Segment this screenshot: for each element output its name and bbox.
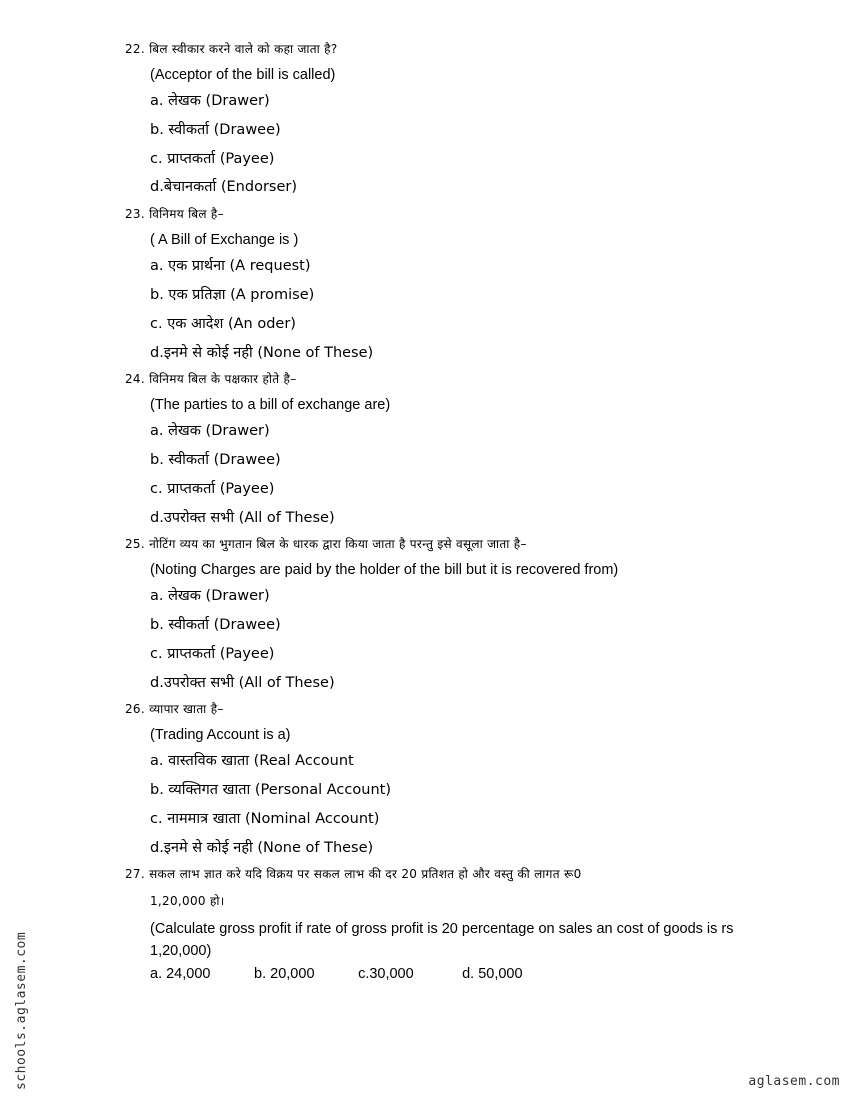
question-27-options — [150, 966, 523, 982]
question-23-english: ( A Bill of Exchange is ) — [150, 232, 299, 248]
question-23-option-a: a. एक प्रार्थना (A request) — [150, 258, 311, 274]
question-26-option-d: d.इनमे से कोई नही (None of These) — [150, 840, 374, 856]
question-23-option-d: d.इनमे से कोई नही (None of These) — [150, 345, 374, 361]
question-23-stem: 23. विनिमय बिल है– — [125, 207, 224, 221]
question-27-stem-line2: 1,20,000 हो। — [150, 894, 225, 908]
question-25-stem: 25. नोटिंग व्यय का भुगतान बिल के धारक द्वारा किया जाता है परन्तु इसे वसूला जाता है– — [125, 537, 527, 551]
question-22-option-c: c. प्राप्तकर्ता (Payee) — [150, 151, 275, 167]
question-25-english: (Noting Charges are paid by the holder of the bill but it is recovered from) — [150, 562, 619, 578]
question-27-option-a: a. 24,000 — [150, 966, 211, 982]
question-24-english: (The parties to a bill of exchange are) — [150, 397, 391, 413]
question-27-english: (Calculate gross profit if rate of gross profit is 20 percentage on sales an cost of goods is rs 1,20,000) — [150, 921, 734, 959]
question-27-option-c: c.30,000 — [358, 966, 414, 982]
question-24-option-c: c. प्राप्तकर्ता (Payee) — [150, 481, 275, 497]
question-25-option-b: b. स्वीकर्ता (Drawee) — [150, 617, 281, 633]
question-22-english: (Acceptor of the bill is called) — [150, 67, 336, 83]
question-22-option-d: d.बेचानकर्ता (Endorser) — [150, 179, 298, 195]
watermark-aglasem: aglasem.com — [748, 1074, 840, 1089]
question-27-option-d: d. 50,000 — [462, 966, 523, 982]
question-24-stem: 24. विनिमय बिल के पक्षकार होते है– — [125, 372, 297, 386]
question-26-option-c: c. नाममात्र खाता (Nominal Account) — [150, 811, 380, 827]
question-24-option-d: d.उपरोक्त सभी (All of These) — [150, 510, 335, 526]
question-24-option-b: b. स्वीकर्ता (Drawee) — [150, 452, 281, 468]
question-24-option-a: a. लेखक (Drawer) — [150, 423, 270, 439]
question-27-stem-line1: 27. सकल लाभ ज्ञात करे यदि विक्रय पर सकल लाभ की दर 20 प्रतिशत हो और वस्तु की लागत रू0 — [125, 867, 582, 881]
question-25-option-a: a. लेखक (Drawer) — [150, 588, 270, 604]
question-27-option-b: b. 20,000 — [254, 966, 315, 982]
watermark-schools-aglasem: schools.aglasem.com — [14, 931, 29, 1090]
question-23-option-b: b. एक प्रतिज्ञा (A promise) — [150, 287, 315, 303]
question-25-option-d: d.उपरोक्त सभी (All of These) — [150, 675, 335, 691]
question-26-option-a: a. वास्तविक खाता (Real Account — [150, 753, 354, 769]
question-25-option-c: c. प्राप्तकर्ता (Payee) — [150, 646, 275, 662]
question-22-option-b: b. स्वीकर्ता (Drawee) — [150, 122, 281, 138]
question-26-stem: 26. व्यापार खाता है– — [125, 702, 224, 716]
question-22-option-a: a. लेखक (Drawer) — [150, 93, 270, 109]
question-26-option-b: b. व्यक्तिगत खाता (Personal Account) — [150, 782, 391, 798]
question-26-english: (Trading Account is a) — [150, 727, 291, 743]
question-22-stem: 22. बिल स्वीकार करने वाले को कहा जाता है? — [125, 42, 338, 56]
question-23-option-c: c. एक आदेश (An oder) — [150, 316, 296, 332]
